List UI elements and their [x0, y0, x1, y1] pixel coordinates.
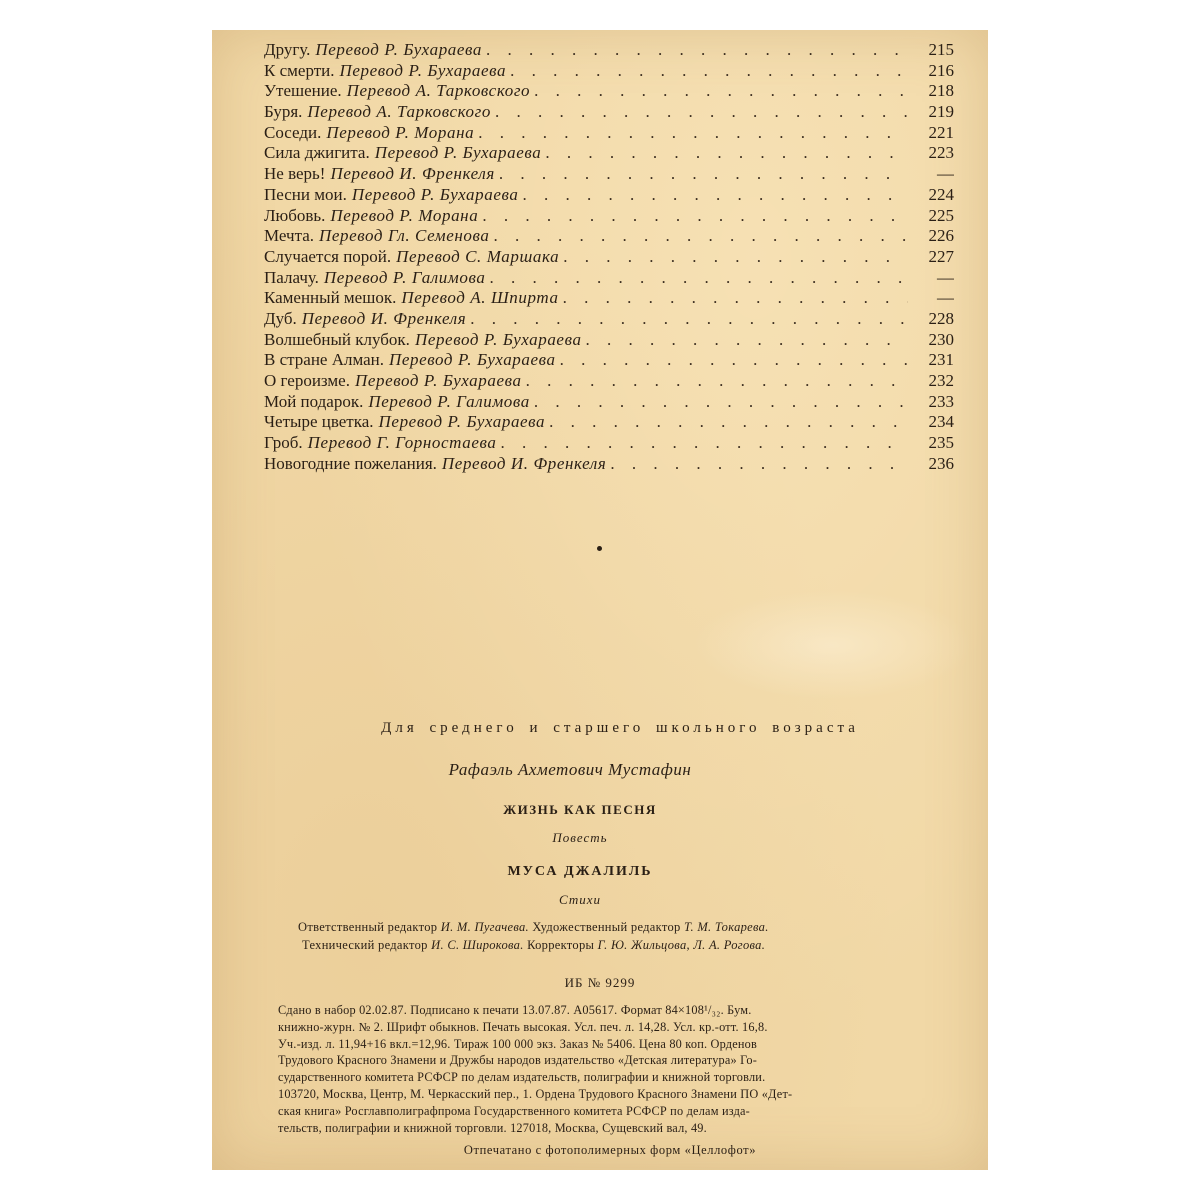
toc-entry-title: Утешение.: [264, 81, 342, 101]
toc-dot-leader: [522, 185, 908, 205]
table-of-contents: [264, 40, 954, 474]
book-page: [212, 30, 988, 1170]
toc-entry-translator: Перевод И. Френкеля: [301, 308, 467, 328]
imprint-line: тельств, полиграфии и книжной торговли. 127018, Москва, Сущевский вал, 49.: [278, 1120, 707, 1135]
toc-entry: [264, 309, 954, 330]
toc-entry-title: Буря.: [264, 102, 303, 122]
toc-entry-page: 228: [928, 308, 954, 328]
toc-entry-page: 236: [928, 453, 954, 473]
editor-name: Г. Ю. Жильцова, Л. А. Рогова.: [597, 938, 766, 952]
editor-name: Т. М. Токарева.: [684, 920, 769, 934]
toc-entry-translator: Перевод А. Тарковского: [307, 102, 491, 122]
toc-entry: [264, 268, 954, 289]
toc-entry-translator: Перевод Р. Бухараева: [351, 184, 519, 204]
toc-entry-title: Мой подарок.: [264, 391, 364, 411]
toc-entry-title: В стране Алман.: [264, 350, 385, 370]
toc-dot-leader: [478, 123, 908, 143]
toc-entry-translator: Перевод Р. Бухараева: [374, 143, 542, 163]
toc-dot-leader: [560, 350, 908, 370]
toc-entry-title: К смерти.: [264, 60, 335, 80]
toc-entry-translator: Перевод Р. Морана: [330, 205, 479, 225]
toc-entry-translator: Перевод Гл. Семенова: [319, 226, 490, 246]
toc-dot-leader: [486, 40, 908, 60]
bullet-mark: [597, 546, 602, 551]
toc-entry-page: 230: [928, 329, 954, 349]
toc-dot-leader: [495, 102, 908, 122]
toc-entry-title: Дуб.: [264, 308, 297, 328]
toc-entry-title: Соседи.: [264, 122, 322, 142]
toc-entry-title: Новогодние пожелания.: [264, 453, 437, 473]
toc-entry-page: —: [937, 267, 954, 287]
toc-entry-page: 221: [928, 122, 954, 142]
toc-entry-page: —: [937, 288, 954, 308]
imprint-line: Уч.-изд. л. 11,94+16 вкл.=12,96. Тираж 100 000 экз. Заказ № 5406. Цена 80 коп. Орденов: [278, 1036, 758, 1051]
toc-entry-translator: Перевод А. Шпирта: [401, 288, 559, 308]
toc-entry: [264, 247, 954, 268]
toc-entry-translator: Перевод Р. Галимова: [323, 267, 486, 287]
toc-dot-leader: [563, 288, 908, 308]
toc-entry-translator: Перевод Р. Бухараева: [315, 40, 483, 59]
imprint-line: 103720, Москва, Центр, М. Черкасский пер., 1. Ордена Трудового Красного Знамени ПО «Дет-: [278, 1086, 793, 1101]
toc-entry-translator: Перевод И. Френкеля: [441, 453, 607, 473]
toc-entry: [264, 143, 954, 164]
toc-entry-title: Песни мои.: [264, 184, 347, 204]
toc-entry-title: Волшебный клубок.: [264, 329, 410, 349]
toc-entry-page: 219: [928, 102, 954, 122]
imprint-line: ская книга» Росглавполиграфпрома Государственного комитета РСФСР по делам изда-: [278, 1103, 750, 1118]
imprint-line: сударственного комитета РСФСР по делам издательств, полиграфии и книжной торговли.: [278, 1070, 766, 1085]
toc-entry-translator: Перевод И. Френкеля: [330, 164, 495, 184]
toc-entry: [264, 392, 954, 413]
toc-entry-page: 218: [928, 81, 954, 101]
editors-line-1: [298, 918, 958, 936]
toc-entry-page: 234: [928, 412, 954, 432]
toc-entry: [264, 350, 954, 371]
toc-entry-translator: Перевод Р. Бухараева: [339, 60, 507, 80]
toc-entry-title: Не верь!: [264, 164, 326, 184]
toc-dot-leader: [549, 412, 908, 432]
toc-dot-leader: [545, 143, 908, 163]
toc-entry: [264, 81, 954, 102]
toc-entry-page: 233: [928, 391, 954, 411]
toc-dot-leader: [610, 454, 908, 474]
book2-genre: Стихи: [558, 892, 601, 907]
toc-entry-translator: Перевод Р. Бухараева: [378, 412, 546, 432]
toc-dot-leader: [586, 330, 908, 350]
toc-entry: [264, 61, 954, 82]
editor-label: Корректоры: [527, 938, 595, 952]
editors-line-2: [298, 936, 958, 954]
toc-entry-page: 226: [928, 226, 954, 246]
book1-title: ЖИЗНЬ КАК ПЕСНЯ: [503, 802, 657, 817]
toc-entry-page: —: [937, 164, 954, 184]
paper-smudge: [692, 590, 972, 700]
editor-label: Ответственный редактор: [298, 920, 438, 934]
toc-entry: [264, 454, 954, 475]
toc-entry-page: 232: [928, 371, 954, 390]
printed-by-note: Отпечатано с фотополимерных форм «Целлофот»: [463, 1143, 757, 1157]
toc-entry-title: Сила джигита.: [264, 143, 370, 163]
imprint-line: Сдано в набор 02.02.87. Подписано к печати 13.07.87. А05617. Формат 84×108¹/₃₂. Бум.: [278, 1003, 752, 1017]
toc-entry-page: 227: [928, 246, 954, 266]
imprint-line: Трудового Красного Знамени и Дружбы народов издательство «Детская литература» Го-: [278, 1053, 758, 1068]
toc-entry-title: Другу.: [264, 40, 311, 59]
toc-entry-title: Гроб.: [264, 433, 303, 453]
audience-note: Для среднего и старшего школьного возраста: [381, 720, 859, 736]
editors-credits: [298, 918, 958, 954]
toc-entry-translator: Перевод Р. Бухараева: [354, 371, 522, 390]
toc-dot-leader: [500, 433, 908, 453]
toc-entry-page: 224: [928, 184, 954, 204]
author-name: Рафаэль Ахметович Мустафин: [448, 760, 692, 779]
toc-entry-page: 223: [928, 143, 954, 163]
editor-label: Технический редактор: [302, 938, 428, 952]
toc-entry-page: 235: [928, 433, 954, 453]
toc-entry: [264, 102, 954, 123]
toc-entry-translator: Перевод Г. Горностаева: [307, 433, 497, 453]
imprint-line: книжно-журн. № 2. Шрифт обыкнов. Печать высокая. Усл. печ. л. 14,28. Усл. кр.-отт. 16,8.: [278, 1019, 768, 1034]
toc-entry-translator: Перевод Р. Бухараева: [414, 329, 582, 349]
toc-entry-title: Любовь.: [264, 205, 326, 225]
toc-entry-title: Каменный мешок.: [264, 288, 397, 308]
toc-entry: [264, 40, 954, 61]
toc-entry: [264, 206, 954, 227]
toc-entry-title: Четыре цветка.: [264, 412, 374, 432]
ib-number: ИБ № 9299: [564, 975, 636, 990]
toc-entry-page: 225: [928, 205, 954, 225]
toc-entry: [264, 412, 954, 433]
toc-entry-title: Случается порой.: [264, 246, 392, 266]
toc-dot-leader: [534, 392, 908, 412]
toc-entry-page: 231: [928, 350, 954, 370]
toc-dot-leader: [482, 206, 908, 226]
toc-dot-leader: [526, 371, 908, 391]
toc-dot-leader: [470, 309, 908, 329]
toc-dot-leader: [494, 226, 909, 246]
toc-entry: [264, 371, 954, 392]
editor-label: Художественный редактор: [532, 920, 681, 934]
toc-entry-translator: Перевод Р. Галимова: [368, 391, 530, 411]
toc-dot-leader: [499, 164, 908, 184]
toc-dot-leader: [563, 247, 908, 267]
editor-name: И. М. Пугачева.: [440, 920, 529, 934]
toc-entry: [264, 433, 954, 454]
toc-entry: [264, 288, 954, 309]
toc-entry-title: Мечта.: [264, 226, 314, 246]
toc-entry: [264, 164, 954, 185]
toc-dot-leader: [534, 81, 908, 101]
toc-dot-leader: [510, 61, 908, 81]
book2-title: МУСА ДЖАЛИЛЬ: [507, 864, 653, 879]
editor-name: И. С. Широкова.: [431, 938, 524, 952]
toc-entry: [264, 185, 954, 206]
imprint-details: [278, 1002, 958, 1136]
toc-entry-page: 216: [928, 60, 954, 80]
toc-entry-translator: Перевод А. Тарковского: [346, 81, 531, 101]
toc-entry: [264, 123, 954, 144]
book1-genre: Повесть: [552, 830, 608, 845]
toc-dot-leader: [489, 268, 908, 288]
toc-entry: [264, 330, 954, 351]
toc-entry-title: Палачу.: [264, 267, 319, 287]
toc-entry-translator: Перевод С. Маршака: [396, 246, 560, 266]
toc-entry-title: О героизме.: [264, 371, 350, 390]
toc-entry-translator: Перевод Р. Морана: [326, 122, 475, 142]
toc-entry: [264, 226, 954, 247]
toc-entry-translator: Перевод Р. Бухараева: [389, 350, 556, 370]
toc-entry-page: 215: [928, 40, 954, 59]
